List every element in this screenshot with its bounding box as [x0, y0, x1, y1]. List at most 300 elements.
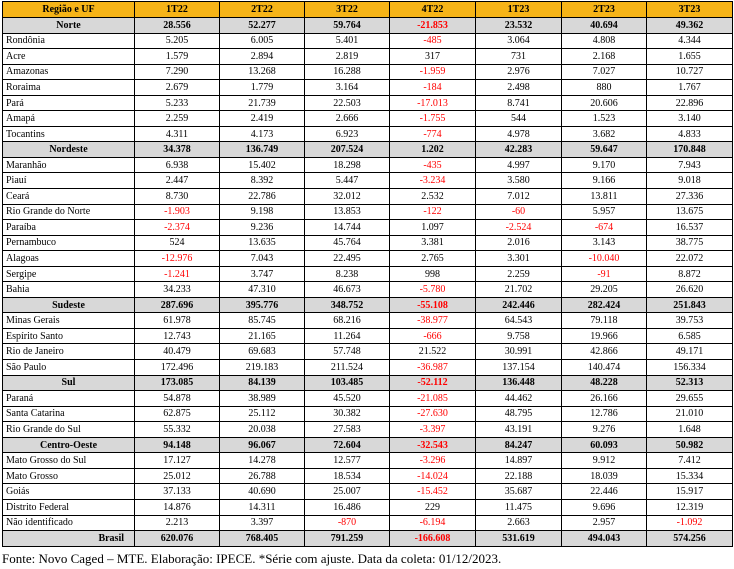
table-cell: 3.682 [562, 126, 647, 142]
row-label: Amazonas [3, 64, 135, 80]
row-label: Pernambuco [3, 235, 135, 251]
employment-table [2, 1, 733, 547]
table-cell: -14.024 [390, 468, 476, 484]
table-cell: 2.957 [562, 515, 647, 531]
table-cell: 3.747 [220, 266, 305, 282]
table-cell: 5.447 [305, 173, 390, 189]
table-cell: 7.043 [220, 251, 305, 267]
header-region: Região e UF [3, 2, 135, 18]
table-cell: -3.234 [390, 173, 476, 189]
table-cell: 791.259 [305, 531, 390, 547]
table-cell: 35.687 [476, 484, 562, 500]
table-cell: 7.943 [647, 157, 733, 173]
row-label: Sergipe [3, 266, 135, 282]
table-row [3, 95, 733, 111]
row-label: Paraíba [3, 220, 135, 236]
table-cell: 4.344 [647, 33, 733, 49]
table-cell: 50.982 [647, 437, 733, 453]
table-cell: 731 [476, 49, 562, 65]
table-cell: -166.608 [390, 531, 476, 547]
table-cell: 9.276 [562, 422, 647, 438]
table-cell: 26.788 [220, 468, 305, 484]
table-cell: 2.419 [220, 111, 305, 127]
table-cell: 25.012 [135, 468, 220, 484]
row-label: Rio de Janeiro [3, 344, 135, 360]
table-row [3, 515, 733, 531]
table-cell: 62.875 [135, 406, 220, 422]
table-cell: 49.362 [647, 18, 733, 34]
table-row [3, 282, 733, 298]
row-label: Acre [3, 49, 135, 65]
table-cell: 72.604 [305, 437, 390, 453]
table-cell: 21.165 [220, 328, 305, 344]
table-cell: 15.402 [220, 157, 305, 173]
total-row [3, 531, 733, 547]
table-cell: 242.446 [476, 297, 562, 313]
table-row [3, 328, 733, 344]
table-cell: 5.205 [135, 33, 220, 49]
header-4t22: 4T22 [390, 2, 476, 18]
table-cell: 21.702 [476, 282, 562, 298]
table-cell: 42.866 [562, 344, 647, 360]
table-cell: 172.496 [135, 360, 220, 376]
row-label: São Paulo [3, 360, 135, 376]
row-label: Santa Catarina [3, 406, 135, 422]
table-cell: 620.076 [135, 531, 220, 547]
table-cell: 13.853 [305, 204, 390, 220]
table-cell: 45.520 [305, 391, 390, 407]
table-cell: 28.556 [135, 18, 220, 34]
table-cell: 1.648 [647, 422, 733, 438]
table-cell: 2.532 [390, 189, 476, 205]
table-cell: 30.382 [305, 406, 390, 422]
table-cell: 20.038 [220, 422, 305, 438]
table-cell: 22.446 [562, 484, 647, 500]
table-cell: 998 [390, 266, 476, 282]
table-cell: -6.194 [390, 515, 476, 531]
table-cell: 6.938 [135, 157, 220, 173]
header-3t23: 3T23 [647, 2, 733, 18]
table-cell: 84.139 [220, 375, 305, 391]
table-cell: 79.118 [562, 313, 647, 329]
row-label: Minas Gerais [3, 313, 135, 329]
table-cell: 16.288 [305, 64, 390, 80]
table-cell: 3.381 [390, 235, 476, 251]
table-cell: 47.310 [220, 282, 305, 298]
table-cell: 8.872 [647, 266, 733, 282]
table-cell: 2.765 [390, 251, 476, 267]
table-cell: -15.452 [390, 484, 476, 500]
row-label: Rio Grande do Sul [3, 422, 135, 438]
row-label: Bahia [3, 282, 135, 298]
table-cell: -1.903 [135, 204, 220, 220]
table-cell: 48.228 [562, 375, 647, 391]
table-cell: 6.923 [305, 126, 390, 142]
table-cell: 219.183 [220, 360, 305, 376]
table-cell: 14.876 [135, 499, 220, 515]
row-label: Amapá [3, 111, 135, 127]
row-label: Distrito Federal [3, 499, 135, 515]
table-cell: -674 [562, 220, 647, 236]
row-label: Mato Grosso do Sul [3, 453, 135, 469]
table-cell: 3.580 [476, 173, 562, 189]
table-cell: 348.752 [305, 297, 390, 313]
row-label: Nordeste [3, 142, 135, 158]
table-row [3, 344, 733, 360]
table-cell: -17.013 [390, 95, 476, 111]
row-label: Sudeste [3, 297, 135, 313]
table-cell: 8.730 [135, 189, 220, 205]
row-label: Piauí [3, 173, 135, 189]
table-cell: 18.534 [305, 468, 390, 484]
row-label: Mato Grosso [3, 468, 135, 484]
header-2t23: 2T23 [562, 2, 647, 18]
row-label: Sul [3, 375, 135, 391]
table-cell: 6.005 [220, 33, 305, 49]
table-cell: 4.833 [647, 126, 733, 142]
table-cell: 2.213 [135, 515, 220, 531]
table-cell: 44.462 [476, 391, 562, 407]
table-cell: -1.755 [390, 111, 476, 127]
table-cell: 12.786 [562, 406, 647, 422]
table-row [3, 33, 733, 49]
table-cell: 6.585 [647, 328, 733, 344]
table-cell: 9.198 [220, 204, 305, 220]
table-row [3, 360, 733, 376]
table-cell: -2.374 [135, 220, 220, 236]
row-label: Roraima [3, 80, 135, 96]
table-cell: 13.635 [220, 235, 305, 251]
table-cell: 54.878 [135, 391, 220, 407]
table-cell: 96.067 [220, 437, 305, 453]
table-cell: 3.143 [562, 235, 647, 251]
table-cell: -122 [390, 204, 476, 220]
row-label: Rio Grande do Norte [3, 204, 135, 220]
table-cell: 3.140 [647, 111, 733, 127]
table-cell: 84.247 [476, 437, 562, 453]
row-label: Tocantins [3, 126, 135, 142]
table-cell: 2.259 [476, 266, 562, 282]
table-cell: 2.498 [476, 80, 562, 96]
table-cell: 1.655 [647, 49, 733, 65]
table-cell: -1.241 [135, 266, 220, 282]
row-label: Norte [3, 18, 135, 34]
table-cell: 229 [390, 499, 476, 515]
table-row [3, 64, 733, 80]
row-label: Paraná [3, 391, 135, 407]
table-row [3, 220, 733, 236]
table-cell: -1.959 [390, 64, 476, 80]
table-cell: 61.978 [135, 313, 220, 329]
region-row [3, 437, 733, 453]
table-cell: 9.166 [562, 173, 647, 189]
table-row [3, 484, 733, 500]
table-cell: 103.485 [305, 375, 390, 391]
table-cell: 49.171 [647, 344, 733, 360]
table-cell: -435 [390, 157, 476, 173]
table-row [3, 235, 733, 251]
table-cell: 69.683 [220, 344, 305, 360]
table-cell: 34.233 [135, 282, 220, 298]
table-cell: -2.524 [476, 220, 562, 236]
table-cell: 10.727 [647, 64, 733, 80]
row-label: Maranhão [3, 157, 135, 173]
table-cell: -1.092 [647, 515, 733, 531]
table-cell: 30.991 [476, 344, 562, 360]
row-label: Rondônia [3, 33, 135, 49]
table-cell: -21.853 [390, 18, 476, 34]
table-row [3, 111, 733, 127]
table-row [3, 499, 733, 515]
header-1t22: 1T22 [135, 2, 220, 18]
table-cell: 14.278 [220, 453, 305, 469]
table-row [3, 80, 733, 96]
table-cell: 21.739 [220, 95, 305, 111]
table-cell: 3.301 [476, 251, 562, 267]
table-cell: 156.334 [647, 360, 733, 376]
table-cell: 25.007 [305, 484, 390, 500]
source-note: Fonte: Novo Caged – MTE. Elaboração: IPECE. *Série com ajuste. Data da coleta: 01/12/2023. [2, 551, 502, 566]
table-cell: 140.474 [562, 360, 647, 376]
header-2t22: 2T22 [220, 2, 305, 18]
region-row [3, 18, 733, 34]
table-cell: 5.401 [305, 33, 390, 49]
table-cell: 207.524 [305, 142, 390, 158]
table-cell: 9.912 [562, 453, 647, 469]
table-row [3, 173, 733, 189]
table-cell: 38.775 [647, 235, 733, 251]
table-cell: 880 [562, 80, 647, 96]
table-cell: 22.503 [305, 95, 390, 111]
table-cell: 170.848 [647, 142, 733, 158]
table-row [3, 468, 733, 484]
table-cell: -10.040 [562, 251, 647, 267]
region-row [3, 297, 733, 313]
table-cell: 1.523 [562, 111, 647, 127]
table-cell: 17.127 [135, 453, 220, 469]
row-label: Não identificado [3, 515, 135, 531]
table-cell: 20.606 [562, 95, 647, 111]
region-row [3, 375, 733, 391]
table-cell: 574.256 [647, 531, 733, 547]
table-cell: 38.989 [220, 391, 305, 407]
table-cell: 15.334 [647, 468, 733, 484]
table-cell: 9.696 [562, 499, 647, 515]
table-cell: 7.012 [476, 189, 562, 205]
table-cell: -184 [390, 80, 476, 96]
table-cell: 48.795 [476, 406, 562, 422]
table-cell: 25.112 [220, 406, 305, 422]
table-cell: 524 [135, 235, 220, 251]
table-cell: 46.673 [305, 282, 390, 298]
table-cell: 2.679 [135, 80, 220, 96]
table-cell: 1.767 [647, 80, 733, 96]
table-cell: 29.655 [647, 391, 733, 407]
table-row [3, 422, 733, 438]
table-cell: 4.997 [476, 157, 562, 173]
table-row [3, 313, 733, 329]
table-cell: 29.205 [562, 282, 647, 298]
table-cell: 15.917 [647, 484, 733, 500]
table-cell: 9.018 [647, 173, 733, 189]
table-cell: 136.749 [220, 142, 305, 158]
table-cell: 7.027 [562, 64, 647, 80]
table-cell: 2.976 [476, 64, 562, 80]
table-cell: 9.170 [562, 157, 647, 173]
table-cell: -91 [562, 266, 647, 282]
table-cell: 3.064 [476, 33, 562, 49]
table-cell: -55.108 [390, 297, 476, 313]
row-label: Pará [3, 95, 135, 111]
table-cell: 40.479 [135, 344, 220, 360]
table-cell: 2.168 [562, 49, 647, 65]
table-cell: 2.447 [135, 173, 220, 189]
table-cell: 22.896 [647, 95, 733, 111]
table-cell: 768.405 [220, 531, 305, 547]
table-cell: 11.475 [476, 499, 562, 515]
table-cell: 4.311 [135, 126, 220, 142]
table-cell: 34.378 [135, 142, 220, 158]
table-cell: 18.039 [562, 468, 647, 484]
table-cell: 14.311 [220, 499, 305, 515]
table-cell: -21.085 [390, 391, 476, 407]
row-label: Centro-Oeste [3, 437, 135, 453]
table-header-row [3, 2, 733, 18]
table-cell: 22.495 [305, 251, 390, 267]
table-cell: 14.744 [305, 220, 390, 236]
table-cell: 59.764 [305, 18, 390, 34]
table-cell: 3.397 [220, 515, 305, 531]
table-row [3, 157, 733, 173]
table-cell: -27.630 [390, 406, 476, 422]
table-row [3, 204, 733, 220]
table-cell: 4.808 [562, 33, 647, 49]
table-cell: 43.191 [476, 422, 562, 438]
table-cell: 21.522 [390, 344, 476, 360]
table-cell: 7.290 [135, 64, 220, 80]
table-cell: 211.524 [305, 360, 390, 376]
table-cell: -36.987 [390, 360, 476, 376]
table-cell: 9.236 [220, 220, 305, 236]
table-cell: 2.666 [305, 111, 390, 127]
table-row [3, 406, 733, 422]
table-cell: 60.093 [562, 437, 647, 453]
table-row [3, 126, 733, 142]
table-cell: 26.166 [562, 391, 647, 407]
table-cell: 7.412 [647, 453, 733, 469]
table-cell: 2.663 [476, 515, 562, 531]
header-1t23: 1T23 [476, 2, 562, 18]
table-cell: 251.843 [647, 297, 733, 313]
table-cell: 27.583 [305, 422, 390, 438]
table-row [3, 266, 733, 282]
table-cell: 22.188 [476, 468, 562, 484]
table-cell: 4.173 [220, 126, 305, 142]
table-cell: 2.259 [135, 111, 220, 127]
table-cell: -38.977 [390, 313, 476, 329]
table-cell: 57.748 [305, 344, 390, 360]
table-cell: 317 [390, 49, 476, 65]
table-cell: 13.268 [220, 64, 305, 80]
table-cell: 32.012 [305, 189, 390, 205]
table-row [3, 189, 733, 205]
table-cell: -3.397 [390, 422, 476, 438]
table-cell: 94.148 [135, 437, 220, 453]
table-cell: 59.647 [562, 142, 647, 158]
table-cell: 68.216 [305, 313, 390, 329]
row-label: Alagoas [3, 251, 135, 267]
table-cell: -870 [305, 515, 390, 531]
table-cell: -666 [390, 328, 476, 344]
row-label: Ceará [3, 189, 135, 205]
table-cell: 21.010 [647, 406, 733, 422]
table-cell: 55.332 [135, 422, 220, 438]
table-cell: 8.238 [305, 266, 390, 282]
table-cell: 37.133 [135, 484, 220, 500]
table-cell: 531.619 [476, 531, 562, 547]
table-cell: -12.976 [135, 251, 220, 267]
table-cell: -774 [390, 126, 476, 142]
table-cell: 395.776 [220, 297, 305, 313]
table-cell: 85.745 [220, 313, 305, 329]
table-cell: 2.016 [476, 235, 562, 251]
table-cell: 39.753 [647, 313, 733, 329]
table-cell: 22.786 [220, 189, 305, 205]
table-cell: 1.779 [220, 80, 305, 96]
table-cell: 173.085 [135, 375, 220, 391]
table-cell: 1.097 [390, 220, 476, 236]
table-cell: 19.966 [562, 328, 647, 344]
table-cell: 137.154 [476, 360, 562, 376]
table-row [3, 251, 733, 267]
table-cell: 13.811 [562, 189, 647, 205]
table-cell: 8.741 [476, 95, 562, 111]
table-cell: 3.164 [305, 80, 390, 96]
table-cell: 5.957 [562, 204, 647, 220]
table-cell: 26.620 [647, 282, 733, 298]
table-cell: -52.112 [390, 375, 476, 391]
table-cell: 544 [476, 111, 562, 127]
table-cell: 287.696 [135, 297, 220, 313]
table-cell: 136.448 [476, 375, 562, 391]
table-cell: 16.537 [647, 220, 733, 236]
table-row [3, 391, 733, 407]
table-cell: -60 [476, 204, 562, 220]
table-cell: 16.486 [305, 499, 390, 515]
table-cell: 282.424 [562, 297, 647, 313]
table-cell: 1.579 [135, 49, 220, 65]
table-cell: 12.319 [647, 499, 733, 515]
table-cell: 12.577 [305, 453, 390, 469]
table-cell: 1.202 [390, 142, 476, 158]
table-cell: 14.897 [476, 453, 562, 469]
table-cell: -5.780 [390, 282, 476, 298]
table-row [3, 453, 733, 469]
table-cell: 8.392 [220, 173, 305, 189]
row-label: Goiás [3, 484, 135, 500]
table-cell: 13.675 [647, 204, 733, 220]
table-cell: 494.043 [562, 531, 647, 547]
region-row [3, 142, 733, 158]
table-cell: 23.532 [476, 18, 562, 34]
table-cell: -485 [390, 33, 476, 49]
table-cell: 12.743 [135, 328, 220, 344]
table-cell: 22.072 [647, 251, 733, 267]
table-cell: 42.283 [476, 142, 562, 158]
table-cell: 52.277 [220, 18, 305, 34]
table-cell: 18.298 [305, 157, 390, 173]
row-label: Brasil [3, 531, 135, 547]
